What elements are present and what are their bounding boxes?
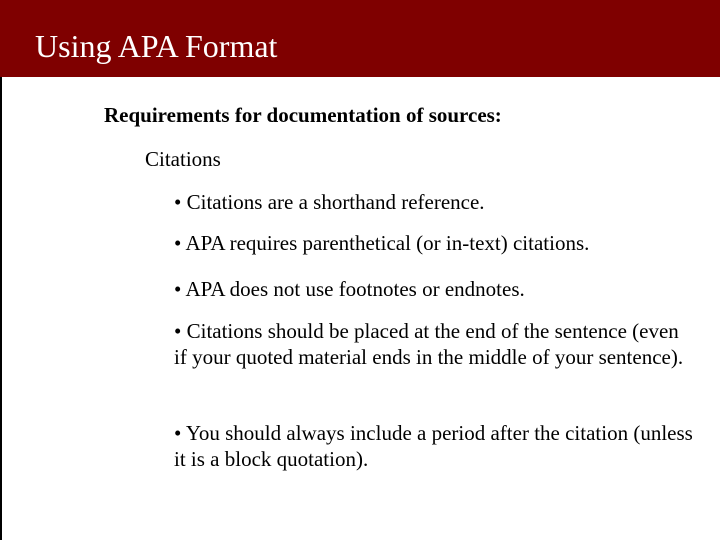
bullet-item: • APA does not use footnotes or endnotes. xyxy=(174,277,525,301)
bullet-item: • Citations are a shorthand reference. xyxy=(174,190,485,214)
left-border-rule xyxy=(0,77,2,540)
bullet-item: • APA requires parenthetical (or in-text) citations. xyxy=(174,231,590,255)
section-heading: Requirements for documentation of sources: xyxy=(104,103,502,127)
subsection-heading: Citations xyxy=(145,147,221,171)
bullet-item: • You should always include a period after the citation (unless it is a block quotation). xyxy=(174,421,693,471)
slide-title: Using APA Format xyxy=(35,28,278,64)
bullet-item: • Citations should be placed at the end of the sentence (even if your quoted material ends in the middle of your sentence). xyxy=(174,319,684,369)
